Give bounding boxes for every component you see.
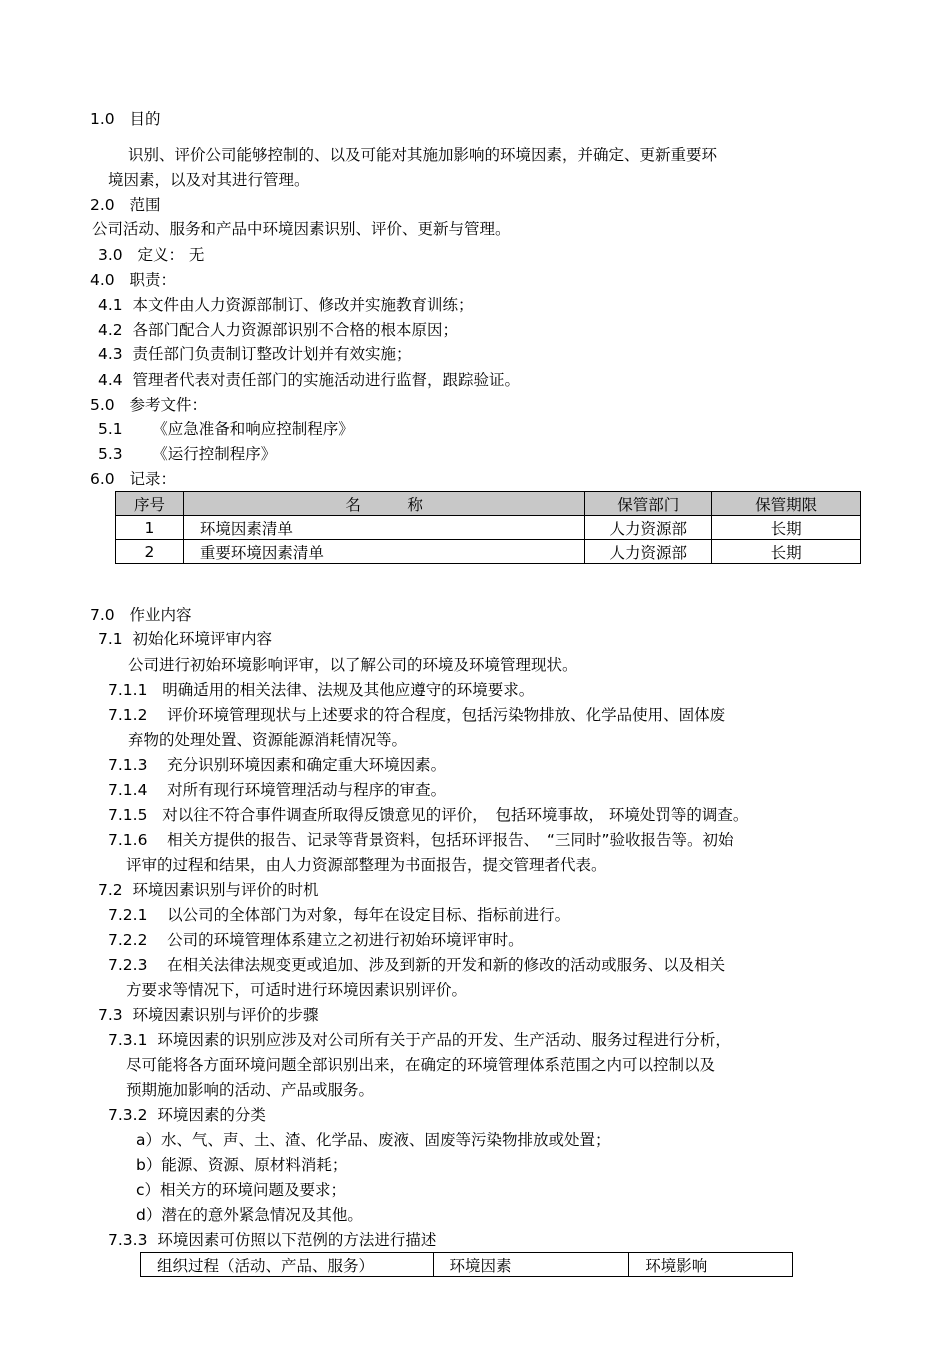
- item-text: 各部门配合人力资源部识别不合格的根本原因；: [132, 321, 459, 339]
- column-header: 序号: [116, 492, 184, 516]
- section-title: 目的: [129, 110, 161, 128]
- column-header: 环境影响: [629, 1253, 793, 1277]
- table-cell: 1: [116, 516, 184, 540]
- item-number: 7.3.3: [108, 1231, 148, 1249]
- item-text: 《运行控制程序》: [152, 445, 277, 463]
- paragraph: 尽可能将各方面环境问题全部识别出来，在确定的环境管理体系范围之内可以控制以及: [126, 1056, 716, 1074]
- section-title: 范围: [129, 196, 161, 214]
- list-item: [98, 443, 276, 465]
- subsection-heading: [98, 1004, 319, 1026]
- column-header: 名 称: [183, 492, 584, 516]
- table-row: [116, 516, 861, 540]
- table-cell: 长期: [712, 540, 861, 564]
- item-number: 7.1.6: [108, 831, 148, 849]
- section-title: 作业内容: [129, 606, 192, 624]
- item-number: 4.2: [98, 321, 123, 339]
- subsection-title: 环境因素识别与评价的时机: [132, 881, 319, 899]
- item-number: 7.3.1: [108, 1031, 148, 1049]
- item-text: 《应急准备和响应控制程序》: [152, 420, 354, 438]
- item-text: 责任部门负责制订整改计划并有效实施；: [132, 345, 412, 363]
- list-item: [108, 929, 524, 951]
- table-cell: 人力资源部: [585, 540, 712, 564]
- paragraph: 公司活动、服务和产品中环境因素识别、评价、更新与管理。: [92, 220, 511, 238]
- column-header: 环境因素: [433, 1253, 629, 1277]
- section-title: 参考文件：: [129, 396, 207, 414]
- classification-item: c）相关方的环境问题及要求；: [136, 1181, 347, 1199]
- list-item: [98, 343, 412, 365]
- column-header: 组织过程（活动、产品、服务）: [141, 1253, 434, 1277]
- item-text: 环境因素的分类: [157, 1106, 266, 1124]
- section-6-heading: [90, 468, 176, 490]
- table-row: [116, 540, 861, 564]
- classification-item: a）水、气、声、土、渣、化学品、废液、固废等污染物排放或处置；: [136, 1131, 611, 1149]
- section-number: 3.0: [98, 246, 123, 264]
- item-text: 本文件由人力资源部制订、修改并实施教育训练；: [132, 296, 474, 314]
- classification-item: b）能源、资源、原材料消耗；: [136, 1156, 348, 1174]
- item-number: 7.2.3: [108, 956, 148, 974]
- item-number: 7.2.1: [108, 906, 148, 924]
- item-text: 充分识别环境因素和确定重大环境因素。: [167, 756, 447, 774]
- table-cell: 人力资源部: [585, 516, 712, 540]
- section-number: 7.0: [90, 606, 115, 624]
- item-text: 明确适用的相关法律、法规及其他应遵守的环境要求。: [162, 681, 535, 699]
- item-text: 对以往不符合事件调查所取得反馈意见的评价， 包括环境事故， 环境处罚等的调查。: [162, 806, 749, 824]
- section-number: 4.0: [90, 271, 115, 289]
- list-item: [108, 679, 534, 701]
- table-header-row: [116, 492, 861, 516]
- column-header: 保管期限: [712, 492, 861, 516]
- item-number: 7.1.2: [108, 706, 148, 724]
- list-item: [98, 294, 474, 316]
- section-1-heading: [90, 108, 160, 130]
- table-cell: 2: [116, 540, 184, 564]
- list-item: [108, 954, 725, 976]
- item-text: 管理者代表对责任部门的实施活动进行监督，跟踪验证。: [132, 371, 521, 389]
- list-item: [108, 804, 748, 826]
- subsection-number: 7.2: [98, 881, 123, 899]
- list-item: [98, 418, 354, 440]
- table-cell: 重要环境因素清单: [183, 540, 584, 564]
- section-title: 职责：: [129, 271, 176, 289]
- section-4-heading: [90, 269, 176, 291]
- example-table: [140, 1252, 793, 1277]
- subsection-title: 初始化环境评审内容: [132, 630, 273, 648]
- section-5-heading: [90, 394, 207, 416]
- table-cell: 环境因素清单: [183, 516, 584, 540]
- section-number: 6.0: [90, 470, 115, 488]
- paragraph: 预期施加影响的活动、产品或服务。: [126, 1081, 375, 1099]
- paragraph: 识别、评价公司能够控制的、以及可能对其施加影响的环境因素，并确定、更新重要环: [128, 146, 718, 164]
- item-text: 环境因素可仿照以下范例的方法进行描述: [157, 1231, 437, 1249]
- item-number: 7.1.1: [108, 681, 148, 699]
- paragraph: 评审的过程和结果，由人力资源部整理为书面报告，提交管理者代表。: [126, 856, 607, 874]
- section-number: 5.0: [90, 396, 115, 414]
- subsection-title: 环境因素识别与评价的步骤: [132, 1006, 319, 1024]
- paragraph: 弃物的处理处置、资源能源消耗情况等。: [128, 731, 408, 749]
- table-cell: 长期: [712, 516, 861, 540]
- section-title: 定义： 无: [137, 246, 205, 264]
- section-title: 记录：: [129, 470, 176, 488]
- item-number: 7.2.2: [108, 931, 148, 949]
- list-item: [108, 779, 446, 801]
- subsection-number: 7.1: [98, 630, 123, 648]
- section-3-heading: [98, 244, 204, 266]
- paragraph: 境因素，以及对其进行管理。: [108, 171, 310, 189]
- section-7-heading: [90, 604, 191, 626]
- item-number: 5.1: [98, 420, 123, 438]
- list-item: [108, 754, 446, 776]
- table-header-row: [141, 1253, 793, 1277]
- item-text: 以公司的全体部门为对象，每年在设定目标、指标前进行。: [167, 906, 571, 924]
- item-number: 4.4: [98, 371, 123, 389]
- list-item: [108, 1229, 436, 1251]
- list-item: [98, 369, 520, 391]
- list-item: [98, 319, 458, 341]
- section-2-heading: [90, 194, 160, 216]
- list-item: [108, 704, 725, 726]
- column-header: 保管部门: [585, 492, 712, 516]
- records-table: [115, 491, 861, 564]
- subsection-heading: [98, 879, 319, 901]
- list-item: [108, 1104, 266, 1126]
- list-item: [108, 904, 570, 926]
- subsection-heading: [98, 628, 272, 650]
- list-item: [108, 829, 734, 851]
- section-number: 2.0: [90, 196, 115, 214]
- item-number: 4.3: [98, 345, 123, 363]
- item-text: 评价环境管理现状与上述要求的符合程度，包括污染物排放、化学品使用、固体废: [167, 706, 726, 724]
- item-number: 4.1: [98, 296, 123, 314]
- item-number: 7.3.2: [108, 1106, 148, 1124]
- subsection-number: 7.3: [98, 1006, 123, 1024]
- item-number: 7.1.4: [108, 781, 148, 799]
- paragraph: 公司进行初始环境影响评审，以了解公司的环境及环境管理现状。: [128, 656, 578, 674]
- item-text: 相关方提供的报告、记录等背景资料，包括环评报告、 “三同时”验收报告等。初始: [167, 831, 734, 849]
- item-number: 7.1.3: [108, 756, 148, 774]
- item-number: 5.3: [98, 445, 123, 463]
- list-item: [108, 1029, 731, 1051]
- item-text: 对所有现行环境管理活动与程序的审查。: [167, 781, 447, 799]
- item-text: 公司的环境管理体系建立之初进行初始环境评审时。: [167, 931, 524, 949]
- item-text: 在相关法律法规变更或追加、涉及到新的开发和新的修改的活动或服务、以及相关: [167, 956, 726, 974]
- classification-item: d）潜在的意外紧急情况及其他。: [136, 1206, 363, 1224]
- section-number: 1.0: [90, 110, 115, 128]
- item-text: 环境因素的识别应涉及对公司所有关于产品的开发、生产活动、服务过程进行分析，: [157, 1031, 731, 1049]
- item-number: 7.1.5: [108, 806, 148, 824]
- paragraph: 方要求等情况下，可适时进行环境因素识别评价。: [126, 981, 468, 999]
